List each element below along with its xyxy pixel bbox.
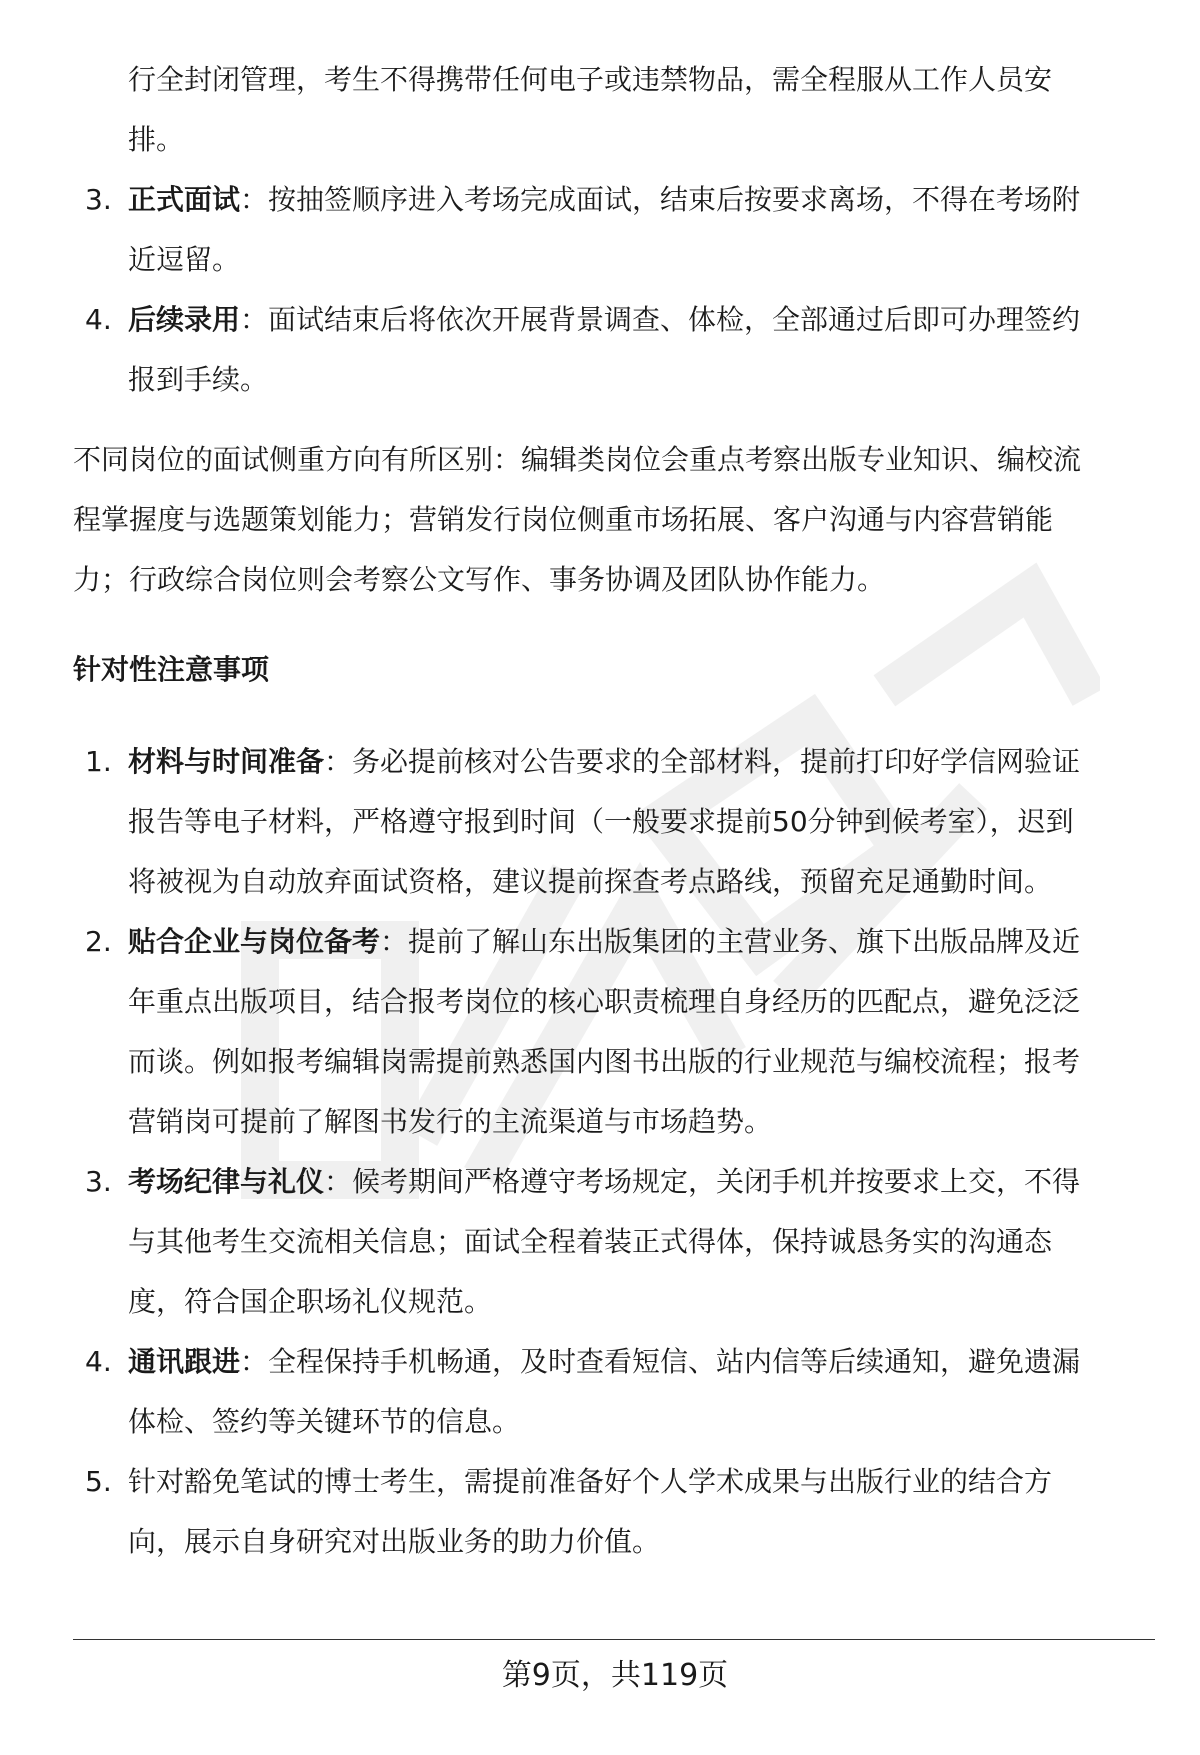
footer-divider bbox=[73, 1639, 1155, 1640]
note-item-4 bbox=[73, 1332, 1153, 1452]
section-heading: 针对性注意事项 bbox=[73, 653, 270, 686]
text-line: 而谈。例如报考编辑岗需提前熟悉国内图书出版的行业规范与编校流程；报考 bbox=[128, 1045, 1081, 1078]
note-item-1 bbox=[73, 732, 1153, 912]
text-line: 体检、签约等关键环节的信息。 bbox=[128, 1405, 521, 1438]
text-line: 不同岗位的面试侧重方向有所区别：编辑类岗位会重点考察出版专业知识、编校流 bbox=[73, 443, 1082, 476]
continuation-text bbox=[73, 50, 1153, 170]
text-line: 度，符合国企职场礼仪规范。 bbox=[128, 1285, 493, 1318]
page-number: 第9页，共119页 bbox=[501, 1658, 729, 1693]
note-title: 贴合企业与岗位备考 bbox=[128, 925, 381, 958]
text-line: 排。 bbox=[128, 123, 185, 156]
note-text: 针对豁免笔试的博士考生，需提前准备好个人学术成果与出版行业的结合方 bbox=[128, 1465, 1053, 1498]
text-line: 力；行政综合岗位则会考察公文写作、事务协调及团队协作能力。 bbox=[73, 563, 886, 596]
step-text: ：按抽签顺序进入考场完成面试，结束后按要求离场，不得在考场附 bbox=[240, 183, 1081, 216]
note-title: 材料与时间准备 bbox=[128, 745, 325, 778]
note-title: 考场纪律与礼仪 bbox=[128, 1165, 325, 1198]
list-number: 3. bbox=[85, 183, 112, 216]
list-number: 3. bbox=[85, 1165, 112, 1198]
text-line: 营销岗可提前了解图书发行的主流渠道与市场趋势。 bbox=[128, 1105, 773, 1138]
note-text: ：务必提前核对公告要求的全部材料，提前打印好学信网验证 bbox=[324, 745, 1081, 778]
note-title: 通讯跟进 bbox=[128, 1345, 241, 1378]
text-line: 向，展示自身研究对出版业务的助力价值。 bbox=[128, 1525, 661, 1558]
step-title: 正式面试 bbox=[128, 183, 241, 216]
text-line: 与其他考生交流相关信息；面试全程着装正式得体，保持诚恳务实的沟通态 bbox=[128, 1225, 1053, 1258]
text-line: 将被视为自动放弃面试资格，建议提前探查考点路线，预留充足通勤时间。 bbox=[128, 865, 1053, 898]
note-item-3 bbox=[73, 1152, 1153, 1332]
list-number: 4. bbox=[85, 1345, 112, 1378]
focus-paragraph bbox=[73, 430, 1153, 610]
note-item-5 bbox=[73, 1452, 1153, 1572]
list-number: 2. bbox=[85, 925, 112, 958]
note-item-2 bbox=[73, 912, 1153, 1152]
text-line: 年重点出版项目，结合报考岗位的核心职责梳理自身经历的匹配点，避免泛泛 bbox=[128, 985, 1081, 1018]
list-number: 4. bbox=[85, 303, 112, 336]
note-text: ：提前了解山东出版集团的主营业务、旗下出版品牌及近 bbox=[380, 925, 1081, 958]
text-line: 报到手续。 bbox=[128, 363, 269, 396]
page-content bbox=[73, 50, 1153, 1572]
text-line: 行全封闭管理，考生不得携带任何电子或违禁物品，需全程服从工作人员安 bbox=[128, 63, 1053, 96]
step-title: 后续录用 bbox=[128, 303, 241, 336]
process-step-3 bbox=[73, 170, 1153, 290]
text-line: 报告等电子材料，严格遵守报到时间（一般要求提前50分钟到候考室），迟到 bbox=[128, 805, 1074, 838]
note-text: ：候考期间严格遵守考场规定，关闭手机并按要求上交，不得 bbox=[324, 1165, 1081, 1198]
text-line: 近逗留。 bbox=[128, 243, 241, 276]
list-number: 5. bbox=[85, 1465, 112, 1498]
note-text: ：全程保持手机畅通，及时查看短信、站内信等后续通知，避免遗漏 bbox=[240, 1345, 1081, 1378]
list-number: 1. bbox=[85, 745, 112, 778]
process-step-4 bbox=[73, 290, 1153, 410]
text-line: 程掌握度与选题策划能力；营销发行岗位侧重市场拓展、客户沟通与内容营销能 bbox=[73, 503, 1054, 536]
step-text: ：面试结束后将依次开展背景调查、体检，全部通过后即可办理签约 bbox=[240, 303, 1081, 336]
